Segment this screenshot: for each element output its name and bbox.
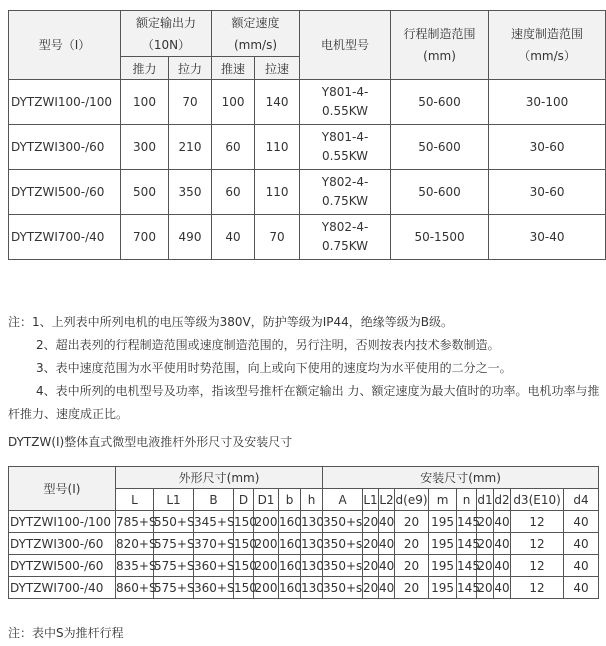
dim-cell: 40 [564,511,599,533]
dim-cell: 350+s [323,577,363,599]
dim-cell: 200 [254,555,279,577]
dim-cell: 785+S [116,511,154,533]
header-stroke-range: 行程制造范围 (mm) [391,11,489,80]
dim-col-header: d1 [477,489,494,511]
dim-cell: 130 [301,577,323,599]
dim-cell: 20 [477,511,494,533]
rated-spec-table [8,10,606,260]
dim-cell: 40 [564,555,599,577]
dim-cell: 20 [395,533,429,555]
dim-cell: 575+S [154,533,194,555]
dim-cell: 145 [457,555,477,577]
dim-cell: 40 [379,533,395,555]
spec-row [9,170,606,215]
dim-cell: 360+S [194,577,234,599]
header-motor: 电机型号 [300,11,391,80]
dim-cell: 20 [477,577,494,599]
cell-pull-speed: 140 [255,80,300,125]
dim-cell: 20 [395,511,429,533]
dim-cell: 350+s [323,511,363,533]
dim-header-install: 安装尺寸(mm) [323,467,599,489]
header-rated-thrust: 额定输出力 （10N） [121,11,212,57]
dim-row [9,533,599,555]
note-2: 2、超出表列的行程制造范围或速度制造范围的，另行注明，否则按表内技术参数制造。 [36,338,500,352]
note-4: 4、表中所列的电机型号及功率，指该型号推杆在额定输出 力、额定速度为最大值时的功率。电机功率与推 [36,384,600,398]
dim-cell-model: DYTZWI100-/100 [9,511,116,533]
note-1: 注：1、上列表中所列电机的电压等级为380V，防护等级为IP44，绝缘等级为B级。 [8,315,454,329]
header-pull: 拉力 [169,57,212,80]
dim-cell: 195 [429,511,457,533]
dim-cell: 195 [429,555,457,577]
cell-pull: 210 [169,125,212,170]
dim-col-header: d2 [494,489,511,511]
dim-col-header: L [116,489,154,511]
cell-speed-range: 30-60 [489,125,606,170]
dim-cell: 130 [301,533,323,555]
note-4-continued: 杆推力、速度成正比。 [8,407,129,421]
dim-cell: 575+S [154,555,194,577]
dim-cell: 40 [379,555,395,577]
dim-cell: 575+S [154,577,194,599]
dim-cell: 145 [457,511,477,533]
notes-block [8,311,602,426]
dim-cell: 40 [379,511,395,533]
cell-pull: 350 [169,170,212,215]
cell-speed-range: 30-40 [489,215,606,260]
dim-cell: 160 [279,555,301,577]
header-push-speed: 推速 [212,57,255,80]
dimension-table [8,466,599,599]
dim-cell: 150 [234,533,254,555]
dim-cell: 160 [279,533,301,555]
cell-motor: Y802-4- 0.75KW [300,170,391,215]
header-pull-speed: 拉速 [255,57,300,80]
cell-speed-range: 30-60 [489,170,606,215]
header-model: 型号（I） [9,11,121,80]
dim-cell: 12 [511,577,564,599]
dimension-section-title: DYTZW(I)整体直式微型电液推杆外形尺寸及安装尺寸 [8,435,293,449]
cell-motor: Y802-4- 0.75KW [300,215,391,260]
dim-cell: 20 [395,577,429,599]
cell-model: DYTZWI500-/60 [9,170,121,215]
dim-cell: 195 [429,533,457,555]
dim-cell: 360+S [194,555,234,577]
dim-cell: 145 [457,533,477,555]
dim-row [9,555,599,577]
dim-cell: 12 [511,533,564,555]
dim-cell: 200 [254,533,279,555]
dim-col-header: d3(E10) [511,489,564,511]
dim-row [9,577,599,599]
cell-stroke: 50-600 [391,170,489,215]
cell-stroke: 50-600 [391,125,489,170]
dim-cell: 130 [301,511,323,533]
dim-cell: 20 [363,577,379,599]
spec-row [9,80,606,125]
dim-cell: 20 [363,533,379,555]
footnote: 注：表中S为推杆行程 [8,626,124,640]
dim-cell: 820+S [116,533,154,555]
dim-cell: 200 [254,577,279,599]
dim-col-header: n [457,489,477,511]
dim-cell: 860+S [116,577,154,599]
cell-model: DYTZWI300-/60 [9,125,121,170]
dim-cell: 200 [254,511,279,533]
cell-pull-speed: 70 [255,215,300,260]
dim-col-header: b [279,489,301,511]
dim-cell: 20 [363,555,379,577]
dim-col-header: h [301,489,323,511]
dim-cell: 20 [395,555,429,577]
dim-cell: 150 [234,577,254,599]
header-speed-range: 速度制造范围 （mm/s） [489,11,606,80]
cell-pull: 70 [169,80,212,125]
cell-stroke: 50-600 [391,80,489,125]
dim-cell: 130 [301,555,323,577]
dim-cell: 40 [379,577,395,599]
cell-push: 500 [121,170,169,215]
dim-cell: 370+S [194,533,234,555]
cell-pull-speed: 110 [255,170,300,215]
cell-push-speed: 60 [212,170,255,215]
cell-model: DYTZWI700-/40 [9,215,121,260]
spec-row [9,215,606,260]
cell-pull-speed: 110 [255,125,300,170]
dim-cell-model: DYTZWI300-/60 [9,533,116,555]
dim-header-outer: 外形尺寸(mm) [116,467,323,489]
dim-col-header: m [429,489,457,511]
cell-push: 100 [121,80,169,125]
cell-speed-range: 30-100 [489,80,606,125]
note-3: 3、表中速度范围为水平使用时势范围，向上或向下使用的速度均为水平使用的二分之一。 [36,361,512,375]
dim-cell: 40 [494,577,511,599]
cell-motor: Y801-4- 0.55KW [300,125,391,170]
dim-cell: 550+S [154,511,194,533]
dim-cell: 12 [511,555,564,577]
dim-cell: 150 [234,511,254,533]
dim-col-header: A [323,489,363,511]
dim-cell: 40 [494,511,511,533]
header-rated-speed: 额定速度 (mm/s) [212,11,300,57]
cell-push: 300 [121,125,169,170]
dim-col-header: D1 [254,489,279,511]
dim-cell: 40 [494,555,511,577]
dim-cell: 345+S [194,511,234,533]
dim-col-header: L1 [154,489,194,511]
dim-cell: 350+s [323,555,363,577]
dim-cell: 20 [477,533,494,555]
cell-push-speed: 100 [212,80,255,125]
dim-cell-model: DYTZWI500-/60 [9,555,116,577]
cell-pull: 490 [169,215,212,260]
dim-cell: 350+s [323,533,363,555]
dim-cell: 195 [429,577,457,599]
spec-row [9,125,606,170]
dim-col-header: L2 [379,489,395,511]
dim-cell: 40 [494,533,511,555]
cell-model: DYTZWI100-/100 [9,80,121,125]
dim-row [9,511,599,533]
dim-cell: 12 [511,511,564,533]
dim-col-header: d(e9) [395,489,429,511]
dim-col-header: B [194,489,234,511]
dim-cell: 145 [457,577,477,599]
dim-cell: 835+S [116,555,154,577]
dim-col-header: L1 [363,489,379,511]
dim-cell: 40 [564,533,599,555]
dim-col-header: d4 [564,489,599,511]
spec-header-row [9,11,606,57]
dim-cell: 150 [234,555,254,577]
dim-cell: 40 [564,577,599,599]
dim-cell: 160 [279,511,301,533]
dim-cell: 20 [477,555,494,577]
cell-stroke: 50-1500 [391,215,489,260]
cell-push-speed: 40 [212,215,255,260]
dim-cell: 160 [279,577,301,599]
header-push: 推力 [121,57,169,80]
cell-push: 700 [121,215,169,260]
dim-header-model: 型号(I) [9,467,116,511]
dim-cell: 20 [363,511,379,533]
cell-push-speed: 60 [212,125,255,170]
dim-cell-model: DYTZWI700-/40 [9,577,116,599]
cell-motor: Y801-4- 0.55KW [300,80,391,125]
dim-col-header: D [234,489,254,511]
dim-header-row [9,467,599,489]
